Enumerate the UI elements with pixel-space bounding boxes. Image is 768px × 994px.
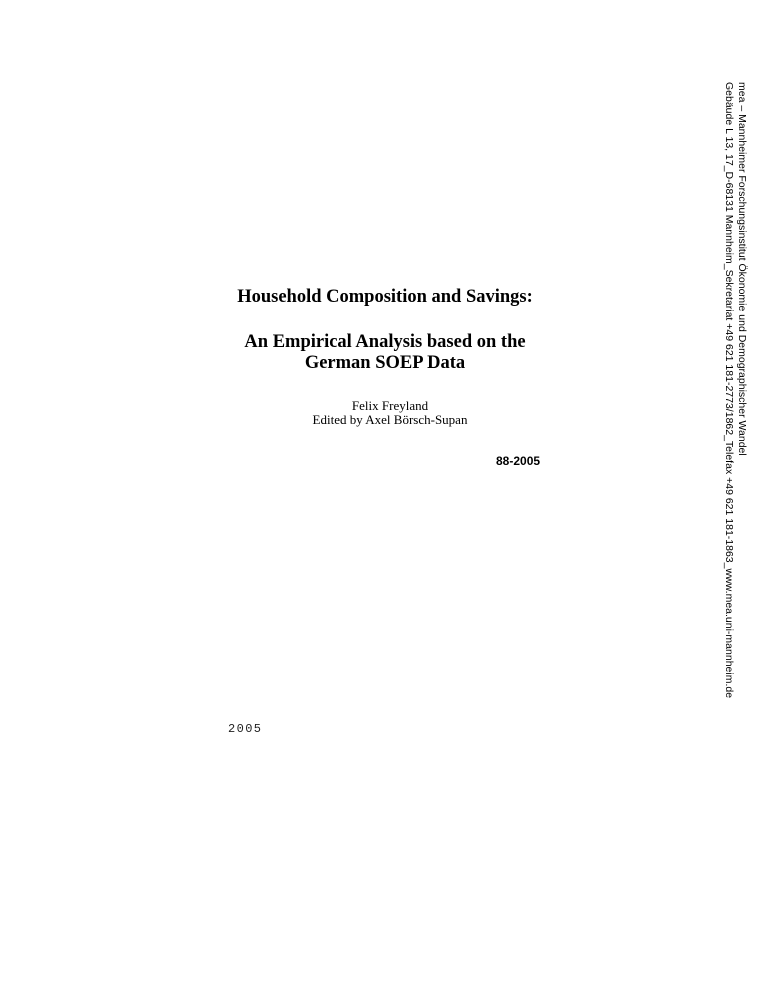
document-subtitle-line2: German SOEP Data — [304, 353, 466, 373]
document-title: Household Composition and Savings: — [237, 287, 533, 307]
institute-sidebar — [722, 82, 748, 699]
document-subtitle-line1: An Empirical Analysis based on the — [244, 332, 526, 352]
author-name: Felix Freyland — [351, 398, 429, 413]
institute-name-line: mea – Mannheimer Forschungsinstitut Ökonomie und Demographischer Wandel — [736, 82, 748, 456]
publication-year: 2005 — [228, 722, 263, 736]
report-number: 88-2005 — [496, 454, 541, 468]
institute-contact-line: Gebäude L 13, 17_D-68131 Mannheim_Sekretariat +49 621 181-2773/1862_Telefax +49 621 181-1863_www.mea.uni-mannheim.de — [723, 82, 735, 699]
editor-name: Edited by Axel Börsch-Supan — [312, 412, 468, 427]
